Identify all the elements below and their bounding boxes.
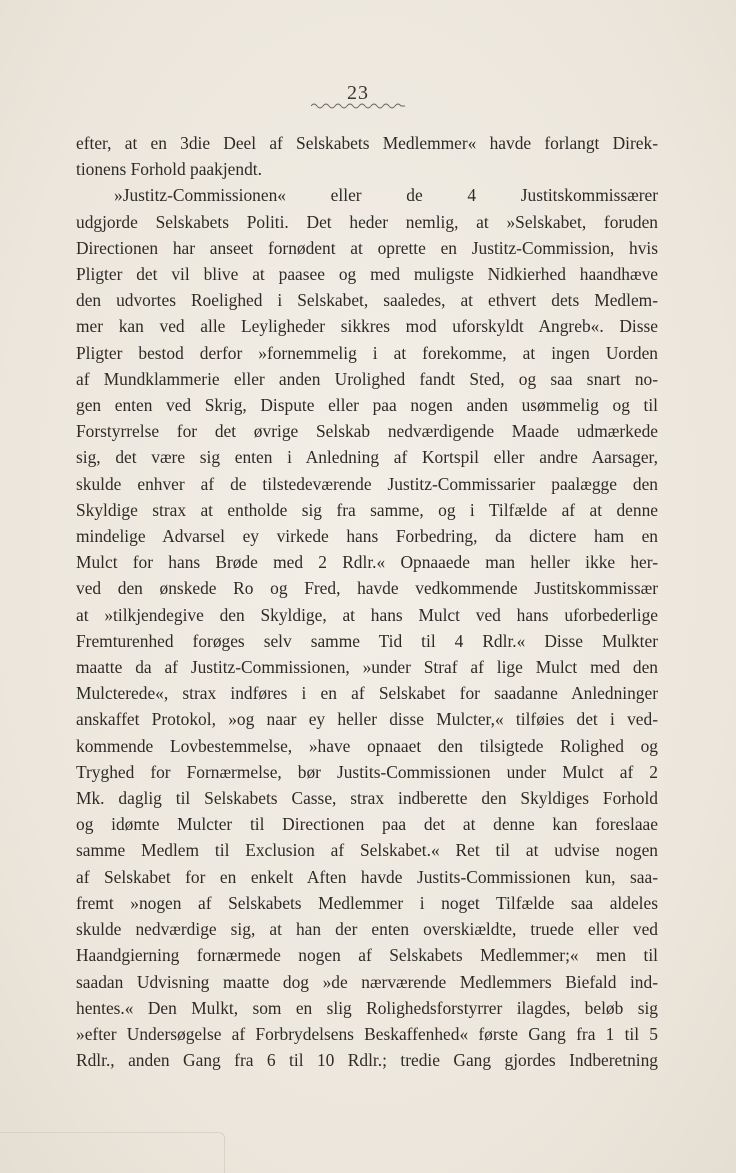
text-line: udgjorde Selskabets Politi. Det heder nemlig, at »Selskabet, foruden bbox=[76, 211, 658, 232]
text-line: Skyldige strax at entholde sig fra samme, og i Tilfælde af at denne bbox=[76, 499, 658, 520]
text-line: kommende Lovbestemmelse, »have opnaaet den tilsigtede Rolighed og bbox=[76, 735, 658, 756]
text-line: mer kan ved alle Leyligheder sikkres mod uforskyldt Angreb«. Disse bbox=[76, 316, 658, 337]
text-line: Mulct for hans Brøde med 2 Rdlr.« Opnaaede man heller ikke her- bbox=[76, 552, 658, 573]
text-line: Pligter det vil blive at paasee og med muligste Nidkierhed haandhæve bbox=[76, 264, 658, 285]
text-line: Tryghed for Fornærmelse, bør Justits-Commissionen under Mulct af 2 bbox=[76, 761, 658, 782]
text-line: af Mundklammerie eller anden Urolighed fandt Sted, og saa snart no- bbox=[76, 368, 658, 389]
text-line: at »tilkjendegive den Skyldige, at hans Mulct ved hans uforbederlige bbox=[76, 604, 658, 625]
text-line: den udvortes Roelighed i Selskabet, saaledes, at ethvert dets Medlem- bbox=[76, 290, 658, 311]
text-line: Fremturenhed forøges selv samme Tid til 4 Rdlr.« Disse Mulkter bbox=[76, 630, 658, 651]
page-number: 23 bbox=[347, 82, 369, 104]
wavy-rule-ornament bbox=[311, 101, 405, 111]
text-line: tionens Forhold paakjendt. bbox=[76, 159, 262, 180]
text-line: mindelige Advarsel ey virkede hans Forbedring, da dictere ham en bbox=[76, 526, 658, 547]
text-line: sig, det være sig enten i Anledning af Kortspil eller andre Aarsager, bbox=[76, 447, 658, 468]
text-line: fremt »nogen af Selskabets Medlemmer i noget Tilfælde saa aldeles bbox=[76, 892, 658, 913]
page-corner-mark bbox=[0, 1132, 225, 1173]
text-line: Pligter bestod derfor »fornemmelig i at forekomme, at ingen Uorden bbox=[76, 342, 658, 363]
text-line: samme Medlem til Exclusion af Selskabet.« Ret til at udvise nogen bbox=[76, 840, 658, 861]
text-line: af Selskabet for en enkelt Aften havde Justits-Commissionen kun, saa- bbox=[76, 866, 658, 887]
text-line: gen enten ved Skrig, Dispute eller paa nogen anden usømmelig og til bbox=[76, 395, 658, 416]
text-line: »Justitz-Commissionen« eller de 4 Justitskommissærer bbox=[114, 185, 658, 206]
text-line: skulde nedværdige sig, at han der enten overskiældte, truede eller ved bbox=[76, 919, 658, 940]
text-line: Directionen har anseet fornødent at oprette en Justitz-Commission, hvis bbox=[76, 237, 658, 258]
text-line: »efter Undersøgelse af Forbrydelsens Beskaffenhed« første Gang fra 1 til 5 bbox=[76, 1023, 658, 1044]
text-line: Rdlr., anden Gang fra 6 til 10 Rdlr.; tredie Gang gjordes Indberetning bbox=[76, 1050, 658, 1071]
text-line: anskaffet Protokol, »og naar ey heller disse Mulcter,« tilføies det i ved- bbox=[76, 709, 658, 730]
text-line: og idømte Mulcter til Directionen paa det at denne kan foreslaae bbox=[76, 814, 658, 835]
text-line: hentes.« Den Mulkt, som en slig Rolighedsforstyrrer ilagdes, beløb sig bbox=[76, 997, 658, 1018]
text-line: Forstyrrelse for det øvrige Selskab nedværdigende Maade udmærkede bbox=[76, 421, 658, 442]
text-line: Haandgierning fornærmede nogen af Selskabets Medlemmer;« men til bbox=[76, 945, 658, 966]
text-line: ved den ønskede Ro og Fred, havde vedkommende Justitskommissær bbox=[76, 578, 658, 599]
text-line: skulde enhver af de tilstedeværende Justitz-Commissarier paalægge den bbox=[76, 473, 658, 494]
text-line: efter, at en 3die Deel af Selskabets Medlemmer« havde forlangt Direk- bbox=[76, 133, 658, 153]
text-line: Mulcterede«, strax indføres i en af Selskabet for saadanne Anledninger bbox=[76, 683, 658, 704]
text-line: Mk. daglig til Selskabets Casse, strax indberette den Skyldiges Forhold bbox=[76, 788, 658, 809]
body-text bbox=[76, 130, 658, 1073]
text-line: saadan Udvisning maatte dog »de nærværende Medlemmers Biefald ind- bbox=[76, 971, 658, 992]
text-line: maatte da af Justitz-Commissionen, »under Straf af lige Mulct med den bbox=[76, 657, 658, 678]
